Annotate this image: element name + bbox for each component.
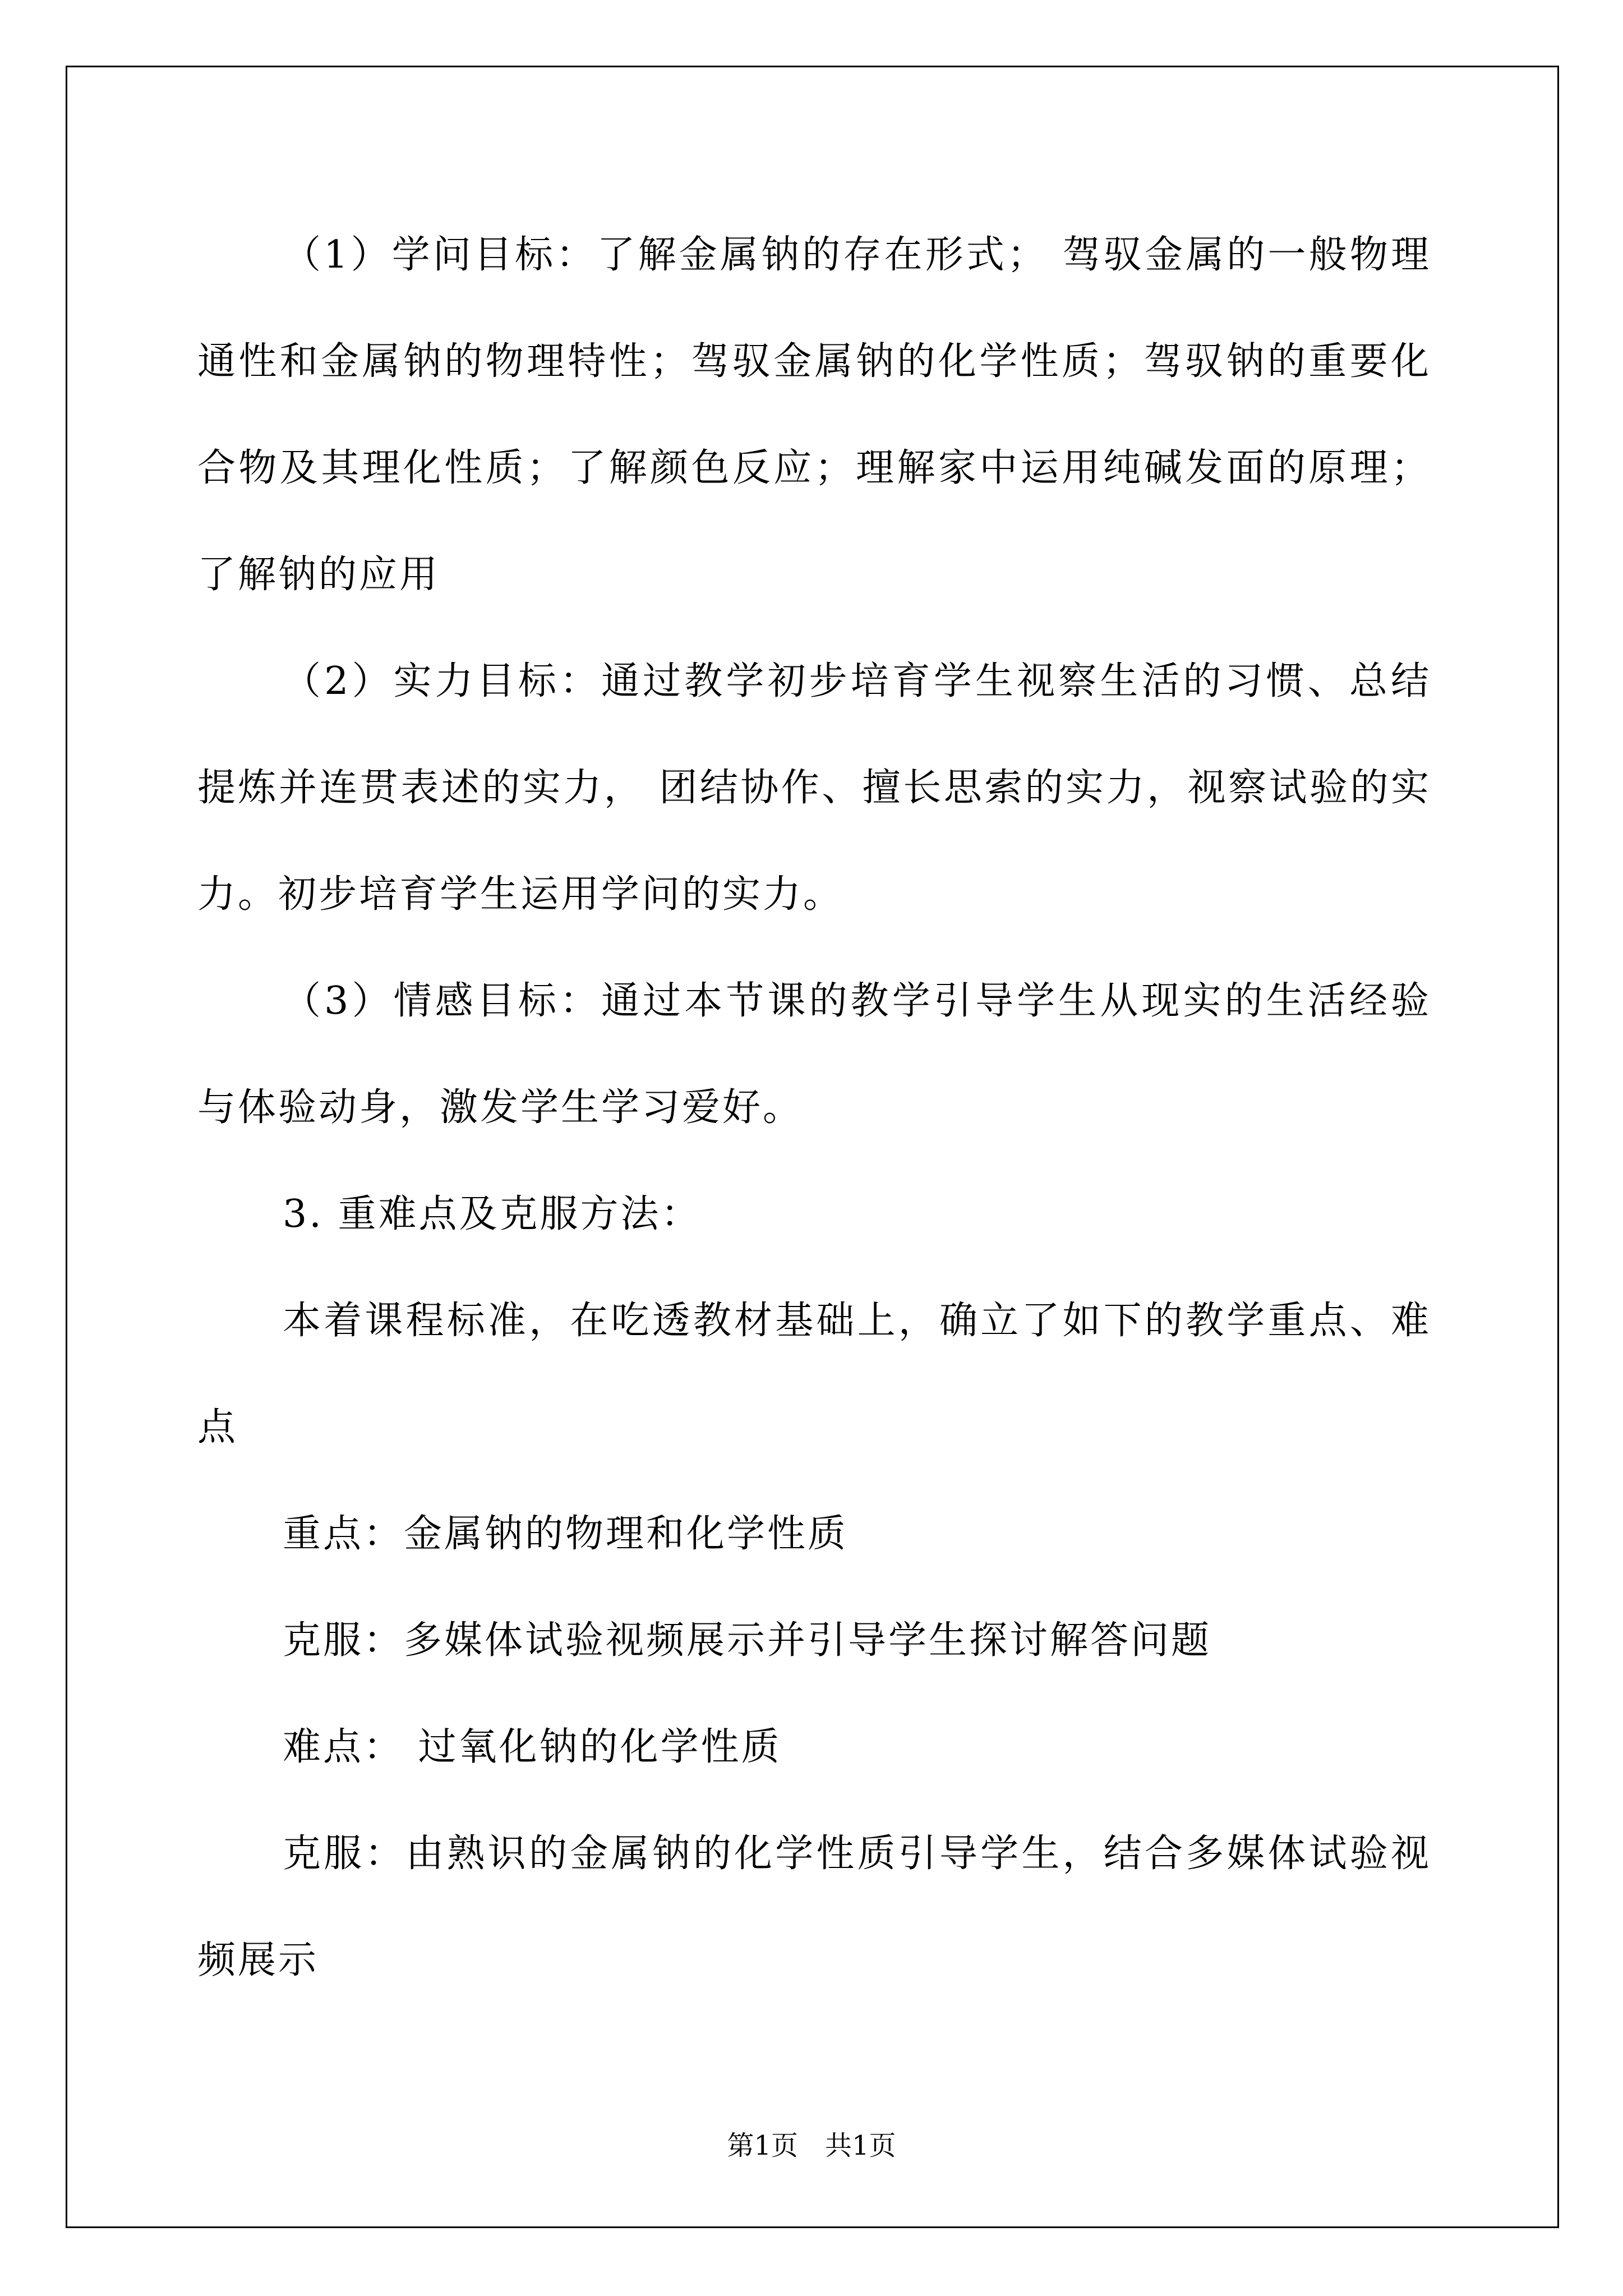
- paragraph-key-point: 重点：金属钠的物理和化学性质: [283, 1512, 849, 1556]
- paragraph-ability-goal: （2）实力目标：通过教学初步培育学生视察生活的习惯、总结提炼并连贯表述的实力， 团结协作、擅长思索的实力，视察试验的实力。初步培育学生运用学问的实力。: [197, 659, 1431, 917]
- paragraph-emotion-goal: （3）情感目标：通过本节课的教学引导学生从现实的生活经验与体验动身，激发学生学习爱好。: [197, 979, 1431, 1130]
- paragraph-knowledge-goal: （1）学问目标：了解金属钠的存在形式； 驾驭金属的一般物理通性和金属钠的物理特性；驾驭金属钠的化学性质；驾驭钠的重要化合物及其理化性质；了解颜色反应；理解家中运用纯碱发面的原理；了解钠的应用: [197, 233, 1431, 597]
- document-body: [197, 202, 1431, 2014]
- section-heading-key-difficult-points: 3. 重难点及克服方法：: [283, 1192, 702, 1236]
- paragraph-key-point-method: 克服：多媒体试验视频展示并引导学生探讨解答问题: [283, 1618, 1212, 1663]
- paragraph-difficult-point: 难点： 过氧化钠的化学性质: [283, 1725, 782, 1769]
- page-footer: 第1页 共1页: [727, 2130, 896, 2161]
- paragraph-curriculum-standard: 本着课程标准，在吃透教材基础上，确立了如下的教学重点、难点: [197, 1299, 1431, 1450]
- paragraph-difficult-point-method: 克服：由熟识的金属钠的化学性质引导学生，结合多媒体试验视频展示: [197, 1832, 1431, 1982]
